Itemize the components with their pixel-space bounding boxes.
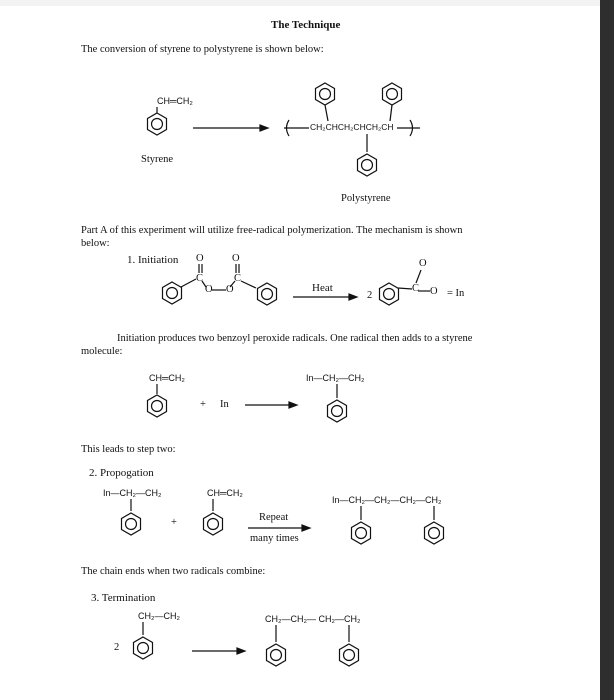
step1-reactant-ring: [148, 395, 167, 417]
polystyrene-chain: CH₂CHCH₂CHCH₂CH: [310, 122, 394, 132]
termination-coefficient: 2: [114, 642, 120, 653]
step-two-intro: This leads to step two:: [81, 444, 176, 455]
term-reactant-ring: [134, 637, 153, 659]
prop-reactant2-ring: [204, 513, 223, 535]
prop-product-ring-2: [425, 522, 444, 544]
styrene-label: Styrene: [141, 154, 174, 165]
atom-o-3: O: [205, 284, 213, 295]
atom-c-3: C: [412, 283, 420, 294]
arrowhead-2: [349, 294, 357, 300]
propagation-condition-bottom: many times: [250, 533, 299, 544]
initiation-heading: 1. Initiation: [127, 254, 179, 266]
propagation-condition-top: Repeat: [259, 512, 289, 523]
styrene-formula: CH═CH₂: [157, 96, 193, 106]
arrowhead-3: [289, 402, 297, 408]
polystyrene-ring-1: [316, 83, 335, 105]
propagation-heading: 2. Propogation: [89, 467, 154, 479]
atom-o-4: O: [226, 284, 234, 295]
propagation-product: In—CH₂—CH₂—CH₂—CH₂: [332, 495, 442, 505]
atom-o-1: O: [196, 253, 204, 264]
propagation-reactant1: In—CH₂—CH₂: [103, 488, 162, 498]
page-title: The Technique: [271, 19, 341, 31]
polystyrene-label: Polystyrene: [341, 193, 391, 204]
propagation-reactant2: CH═CH₂: [207, 488, 243, 498]
part-a-line2: below:: [81, 238, 110, 249]
window-right-edge: [600, 0, 614, 700]
step1-reagent: In: [220, 399, 229, 410]
radical-carbonyl: [416, 270, 421, 283]
initiation-text-line1: Initiation produces two benzoyl peroxide radicals. One radical then adds to a styrene: [117, 333, 473, 344]
polystyrene-ring-1-bond: [325, 105, 328, 121]
termination-heading: 3. Termination: [91, 592, 156, 604]
intro-text: The conversion of styrene to polystyrene is shown below:: [81, 44, 324, 55]
initiation-coefficient: 2: [367, 290, 373, 301]
part-a-line1: Part A of this experiment will utilize free-radical polymerization. The mechanism is shown: [81, 225, 463, 236]
atom-o-2: O: [232, 253, 240, 264]
termination-reactant: CH₂—CH₂: [138, 611, 180, 621]
atom-c-2: C: [234, 273, 242, 284]
step1-reactant: CH═CH₂: [149, 373, 185, 383]
term-product-ring-2: [340, 644, 359, 666]
radical-ring: [380, 283, 399, 305]
termination-product: CH₂—CH₂— CH₂—CH₂: [265, 614, 361, 624]
step1-product-ring: [328, 400, 347, 422]
atom-o-6: O: [430, 286, 438, 297]
prop-product-ring-1: [352, 522, 371, 544]
arrowhead-5: [237, 648, 245, 654]
propagation-plus: +: [171, 517, 177, 528]
term-product-ring-1: [267, 644, 286, 666]
chain-end-text: The chain ends when two radicals combine:: [81, 566, 266, 577]
step1-product: In—CH₂—CH₂: [306, 373, 365, 383]
peroxide-ring-left: [163, 282, 182, 304]
peroxide-bond-3: [230, 281, 235, 287]
arrowhead-4: [302, 525, 310, 531]
atom-o-5: O: [419, 258, 427, 269]
peroxide-bond-4: [241, 281, 256, 288]
peroxide-ring-right: [258, 283, 277, 305]
prop-reactant1-ring: [122, 513, 141, 535]
atom-c-1: C: [196, 273, 204, 284]
radical-label: = In: [447, 288, 465, 299]
peroxide-bond-1: [181, 279, 196, 287]
initiation-condition: Heat: [312, 282, 333, 294]
initiation-text-line2: molecule:: [81, 346, 123, 357]
styrene-benzene-ring: [148, 113, 167, 135]
step1-plus: +: [200, 399, 206, 410]
polystyrene-ring-2-bond: [390, 105, 392, 121]
arrowhead-1: [260, 125, 268, 131]
polystyrene-ring-2: [383, 83, 402, 105]
polystyrene-ring-3: [358, 154, 377, 176]
peroxide-bond-2: [202, 281, 206, 287]
radical-bond-1: [398, 288, 412, 289]
